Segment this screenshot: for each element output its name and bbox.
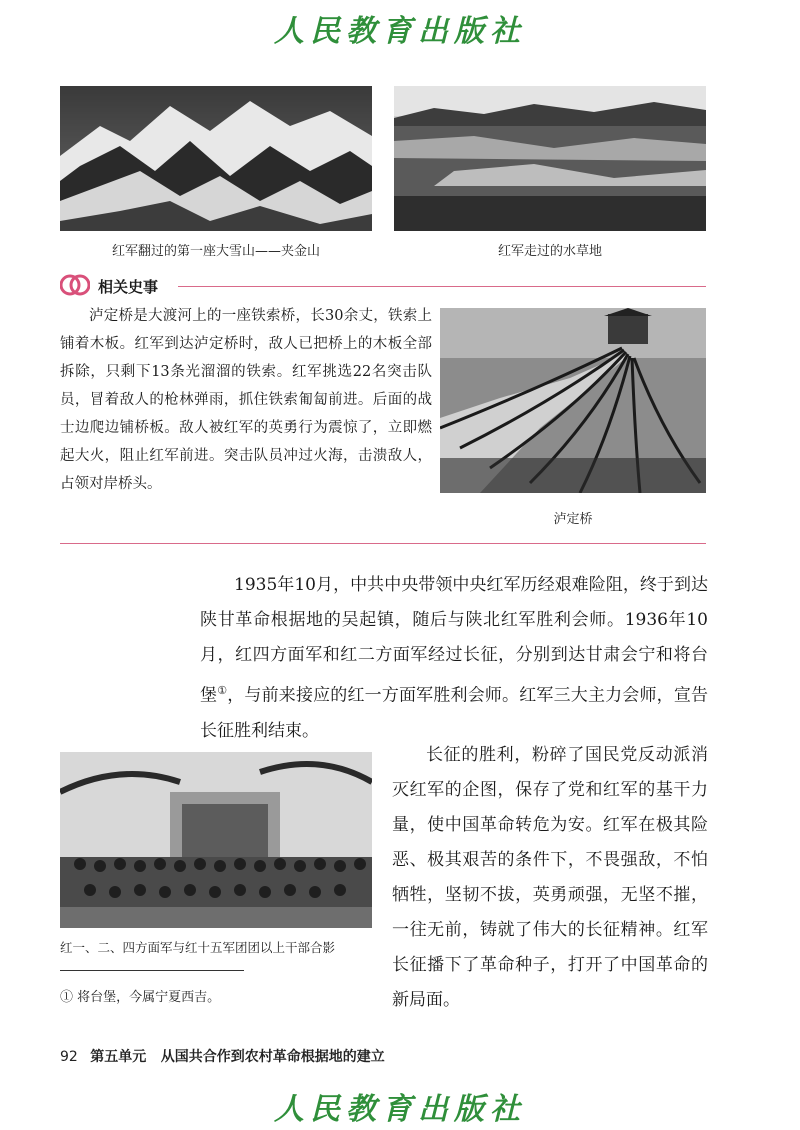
main-paragraph-1-text-a: 1935年10月，中共中央带领中央红军历经艰难险阻，终于到达陕甘革命根据地的吴起镇，随后与陕北红军胜利会师。1936年10月，红四方面军和红二方面军经过长征，分别到达甘肃会宁和将台堡: [200, 575, 708, 706]
related-box-top-rule: [178, 286, 706, 287]
snow-mountain-photo: [60, 86, 372, 231]
related-box-bottom-rule: [60, 543, 706, 544]
snow-mountain-caption: 红军翻过的第一座大雪山——夹金山: [111, 244, 320, 259]
unit-label: 第五单元: [90, 1049, 147, 1065]
luding-bridge-photo: [440, 308, 706, 493]
page-footer: [60, 1046, 385, 1066]
luding-bridge-caption: 泸定桥: [553, 512, 593, 527]
group-photo: [60, 752, 372, 928]
grassland-photo: [394, 86, 706, 231]
publisher-watermark-bottom: 人民教育出版社: [274, 1092, 526, 1127]
group-photo-caption: 红一、二、四方面军与红十五军团团以上干部合影: [60, 940, 336, 955]
footnote-divider: [60, 970, 244, 971]
publisher-watermark-top: 人民教育出版社: [274, 14, 526, 49]
related-history-icon: [60, 272, 90, 298]
footnote-text: ① 将台堡，今属宁夏西吉。: [60, 990, 221, 1005]
unit-title: 从国共合作到农村革命根据地的建立: [160, 1049, 385, 1065]
grassland-caption: 红军走过的水草地: [497, 244, 602, 259]
footnote-ref-1: ①: [217, 684, 228, 697]
main-paragraph-1-text-b: ，与前来接应的红一方面军胜利会师。红军三大主力会师，宣告长征胜利结束。: [200, 685, 709, 741]
main-paragraph-1: [200, 568, 708, 749]
related-history-title: 相关史事: [98, 278, 159, 296]
page-number: 92: [60, 1049, 78, 1065]
luding-bridge-story: 泸定桥是大渡河上的一座铁索桥，长30余丈，铁索上铺着木板。红军到达泸定桥时，敌人已把桥上的木板全部拆除，只剩下13条光溜溜的铁索。红军挑选22名突击队员，冒着敌人的枪林弹雨，抓住铁索匍匐前进。后面的战士边爬边铺桥板。敌人被红军的英勇行为震惊了，立即燃起大火，阻止红军前进。突击队员冲过火海，击溃敌人，占领对岸桥头。: [60, 308, 432, 492]
main-paragraph-2: 长征的胜利，粉碎了国民党反动派消灭红军的企图，保存了党和红军的基干力量，使中国革命转危为安。红军在极其险恶、极其艰苦的条件下，不畏强敌，不怕牺牲，坚韧不拔，英勇顽强，无坚不摧，一往无前，铸就了伟大的长征精神。红军长征播下了革命种子，打开了中国革命的新局面。: [392, 745, 708, 1010]
